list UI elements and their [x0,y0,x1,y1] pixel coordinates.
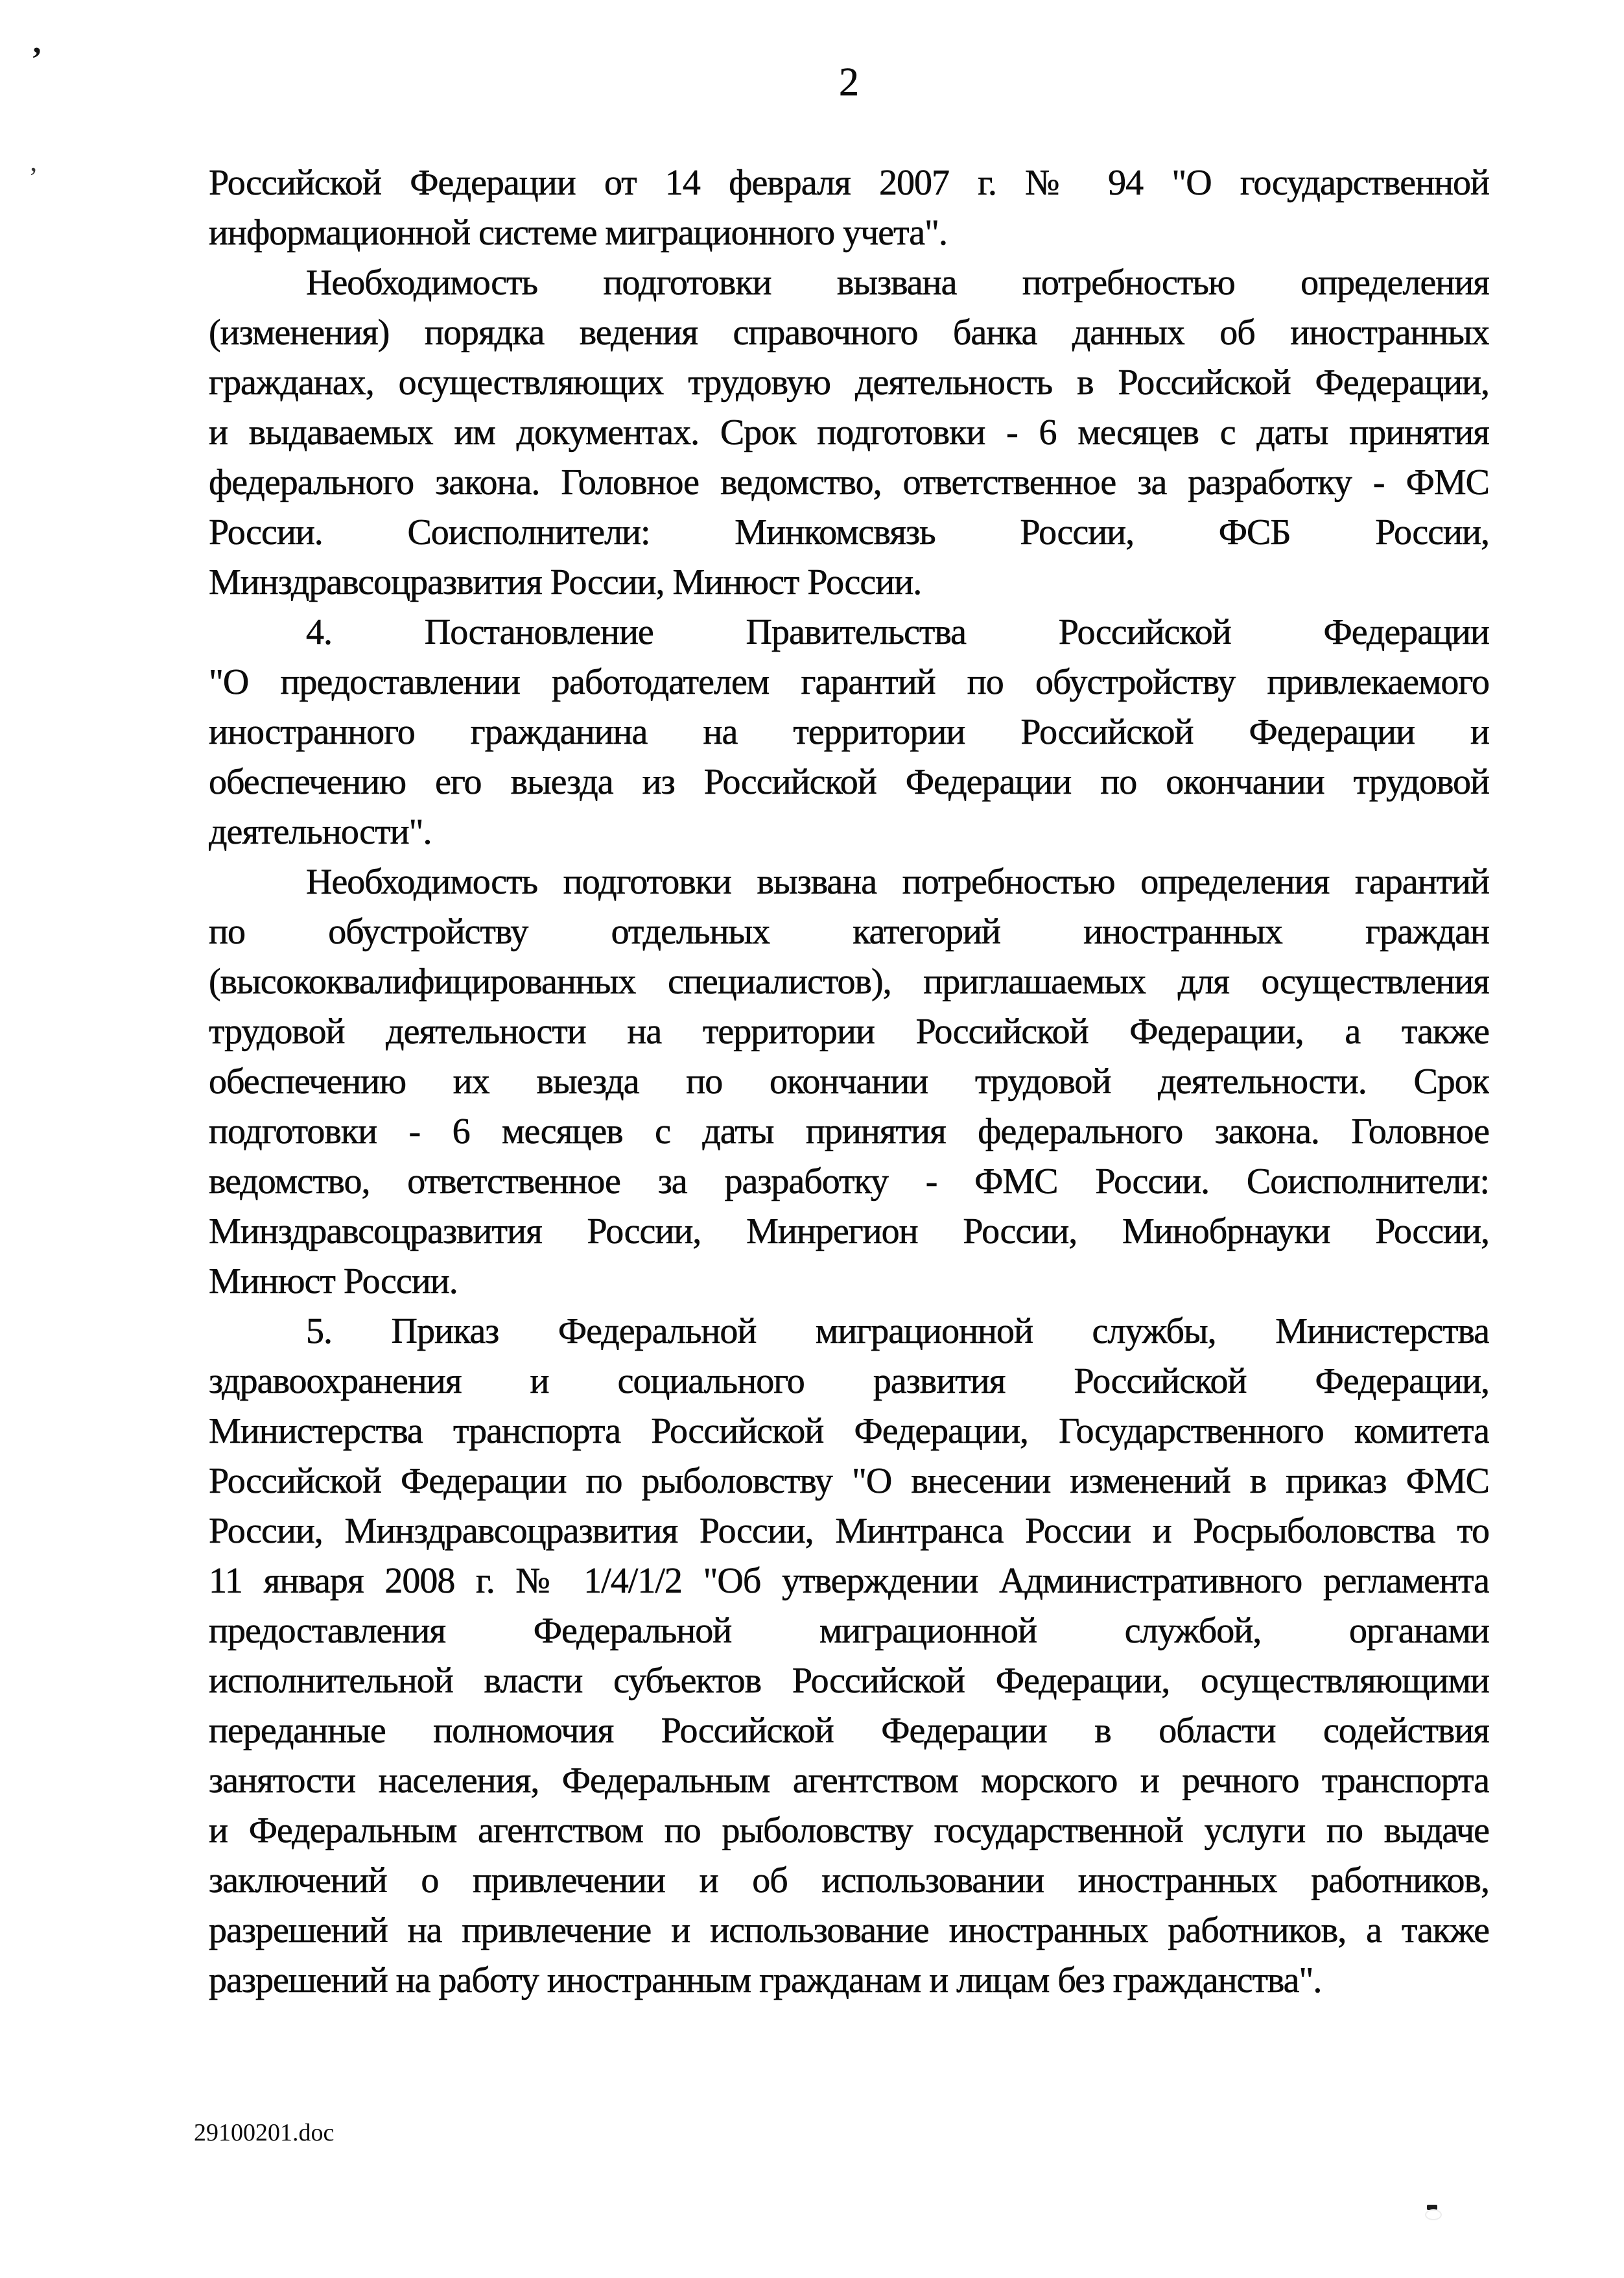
text-line: Российской Федерации от 14 февраля 2007 г. № 94 "О государственной [209,163,1489,203]
text-line: разрешений на привлечение и использование иностранных работников, а также [209,1910,1489,1951]
text-line: информационной системе миграционного учета". [209,213,947,253]
text-line: переданные полномочия Российской Федерации в области содействия [209,1711,1489,1751]
text-line: иностранного гражданина на территории Российской Федерации и [209,712,1489,752]
text-line: обеспечению его выезда из Российской Федерации по окончании трудовой [209,762,1489,802]
text-line: России, Минздравсоцразвития России, Минтранса России и Росрыболовства то [209,1511,1489,1551]
text-line: федерального закона. Головное ведомство, ответственное за разработку - ФМС [209,462,1489,503]
scan-artifact-mark-top: ’ [31,41,43,78]
text-line: здравоохранения и социального развития Российской Федерации, [209,1361,1489,1401]
text-line: 5. Приказ Федеральной миграционной службы, Министерства [306,1311,1489,1351]
text-line: подготовки - 6 месяцев с даты принятия федерального закона. Головное [209,1111,1489,1152]
paragraph [209,857,1489,1307]
text-line: Минюст России. [209,1261,458,1301]
text-line: России. Соисполнители: Минкомсвязь России, ФСБ России, [209,512,1489,552]
paragraph [209,158,1489,258]
text-line: предоставления Федеральной миграционной службой, органами [209,1611,1489,1651]
text-line: ведомство, ответственное за разработку - ФМС России. Соисполнители: [209,1161,1489,1202]
text-line: и Федеральным агентством по рыболовству государственной услуги по выдаче [209,1810,1489,1851]
text-line: трудовой деятельности на территории Российской Федерации, а также [209,1012,1489,1052]
document-body [209,158,1489,2006]
text-line: (высококвалифицированных специалистов), приглашаемых для осуществления [209,962,1489,1002]
text-line: гражданах, осуществляющих трудовую деятельность в Российской Федерации, [209,362,1489,403]
paragraph [209,608,1489,857]
page-number: 2 [839,60,859,104]
text-line: по обустройству отдельных категорий иностранных граждан [209,912,1489,952]
text-line: Минздравсоцразвития России, Минюст России. [209,562,922,602]
text-line: деятельности". [209,812,432,852]
scan-artifact-mark-left: ’ [29,161,38,193]
text-line: (изменения) порядка ведения справочного банка данных об иностранных [209,313,1489,353]
text-line: Необходимость подготовки вызвана потребностью определения гарантий [306,862,1489,902]
text-line: Необходимость подготовки вызвана потребностью определения [306,263,1489,303]
scan-smudge [1427,2205,1437,2210]
paragraph [209,1307,1489,2006]
text-line: "О предоставлении работодателем гарантий по обустройству привлекаемого [209,662,1489,702]
text-line: обеспечению их выезда по окончании трудовой деятельности. Срок [209,1062,1489,1102]
text-line: занятости населения, Федеральным агентством морского и речного транспорта [209,1761,1489,1801]
text-line: 11 января 2008 г. № 1/4/1/2 "Об утверждении Административного регламента [209,1561,1489,1601]
text-line: заключений о привлечении и об использовании иностранных работников, [209,1860,1489,1901]
text-line: разрешений на работу иностранным гражданам и лицам без гражданства". [209,1960,1322,2000]
text-line: 4. Постановление Правительства Российской Федерации [306,612,1489,652]
footer-filename: 29100201.doc [194,2119,335,2146]
text-line: Российской Федерации по рыболовству "О внесении изменений в приказ ФМС [209,1461,1489,1501]
paragraph [209,258,1489,608]
text-line: исполнительной власти субъектов Российской Федерации, осуществляющими [209,1661,1489,1701]
text-line: и выдаваемых им документах. Срок подготовки - 6 месяцев с даты принятия [209,412,1489,453]
text-line: Министерства транспорта Российской Федерации, Государственного комитета [209,1411,1489,1451]
text-line: Минздравсоцразвития России, Минрегион России, Минобрнауки России, [209,1211,1489,1252]
